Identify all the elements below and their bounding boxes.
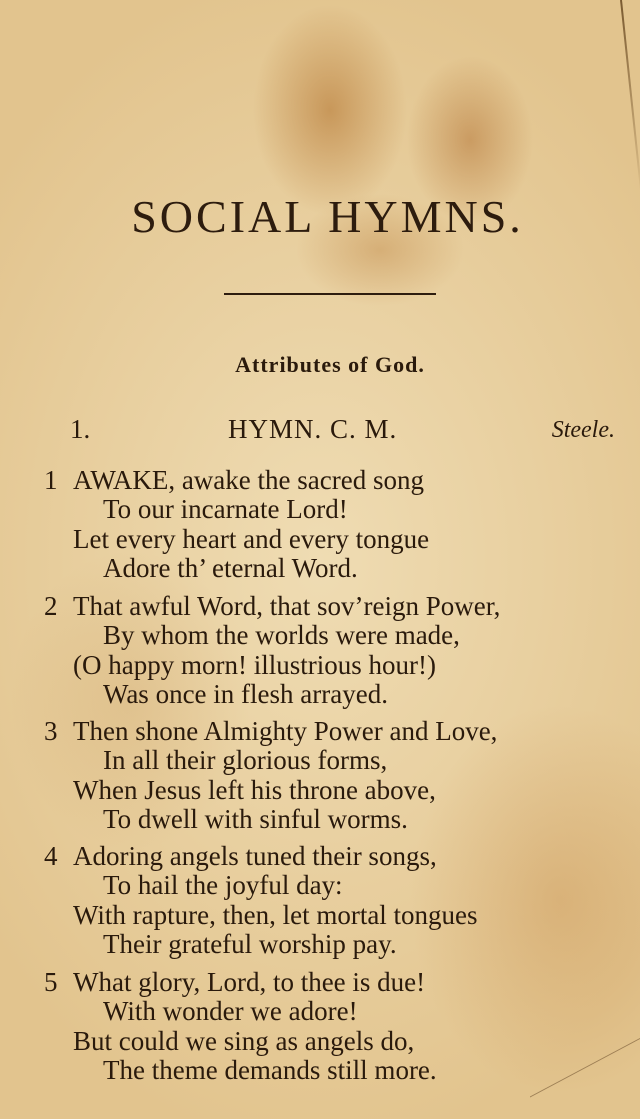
verse-number: 5 <box>44 967 58 997</box>
page-edge <box>620 0 640 199</box>
page-title: SOCIAL HYMNS. <box>131 191 524 242</box>
verse-number: 4 <box>44 841 58 871</box>
verse-line: With rapture, then, let mortal tongues <box>73 900 478 930</box>
hymn-label: HYMN. C. M. <box>228 414 398 444</box>
verse-line: Was once in flesh arrayed. <box>103 679 388 709</box>
verse-line: By whom the worlds were made, <box>103 620 460 650</box>
section-heading: Attributes of God. <box>235 352 425 377</box>
verse-line: To dwell with sinful worms. <box>103 804 408 834</box>
verse-line: To hail the joyful day: <box>103 870 343 900</box>
verse-line: That awful Word, that sov’reign Power, <box>73 591 501 621</box>
hymn-header <box>70 414 615 448</box>
verse-line: In all their glorious forms, <box>103 745 388 775</box>
verse-number: 2 <box>44 591 58 621</box>
verse-line: When Jesus left his throne above, <box>73 775 436 805</box>
verse-number: 3 <box>44 716 58 746</box>
verse-line: Adoring angels tuned their songs, <box>73 841 437 871</box>
verse-line: What glory, Lord, to thee is due! <box>73 967 426 997</box>
verse-line: With wonder we adore! <box>103 996 358 1026</box>
verse-line: Then shone Almighty Power and Love, <box>73 716 498 746</box>
verse-line: Let every heart and every tongue <box>73 524 430 554</box>
verse-line: But could we sing as angels do, <box>73 1026 415 1056</box>
title-rule <box>224 293 436 295</box>
verse-line: The theme demands still more. <box>103 1055 437 1085</box>
verse-line: Their grateful worship pay. <box>103 929 397 959</box>
verse-line: To our incarnate Lord! <box>103 494 348 524</box>
verse-line: Adore th’ eternal Word. <box>103 553 358 583</box>
hymn-author: Steele. <box>551 417 615 443</box>
verse-number: 1 <box>44 465 58 495</box>
verse-line: AWAKE, awake the sacred song <box>73 465 424 495</box>
verse-line: (O happy morn! illustrious hour!) <box>73 650 436 680</box>
page-tear <box>530 1038 640 1119</box>
hymn-number: 1. <box>70 414 91 444</box>
